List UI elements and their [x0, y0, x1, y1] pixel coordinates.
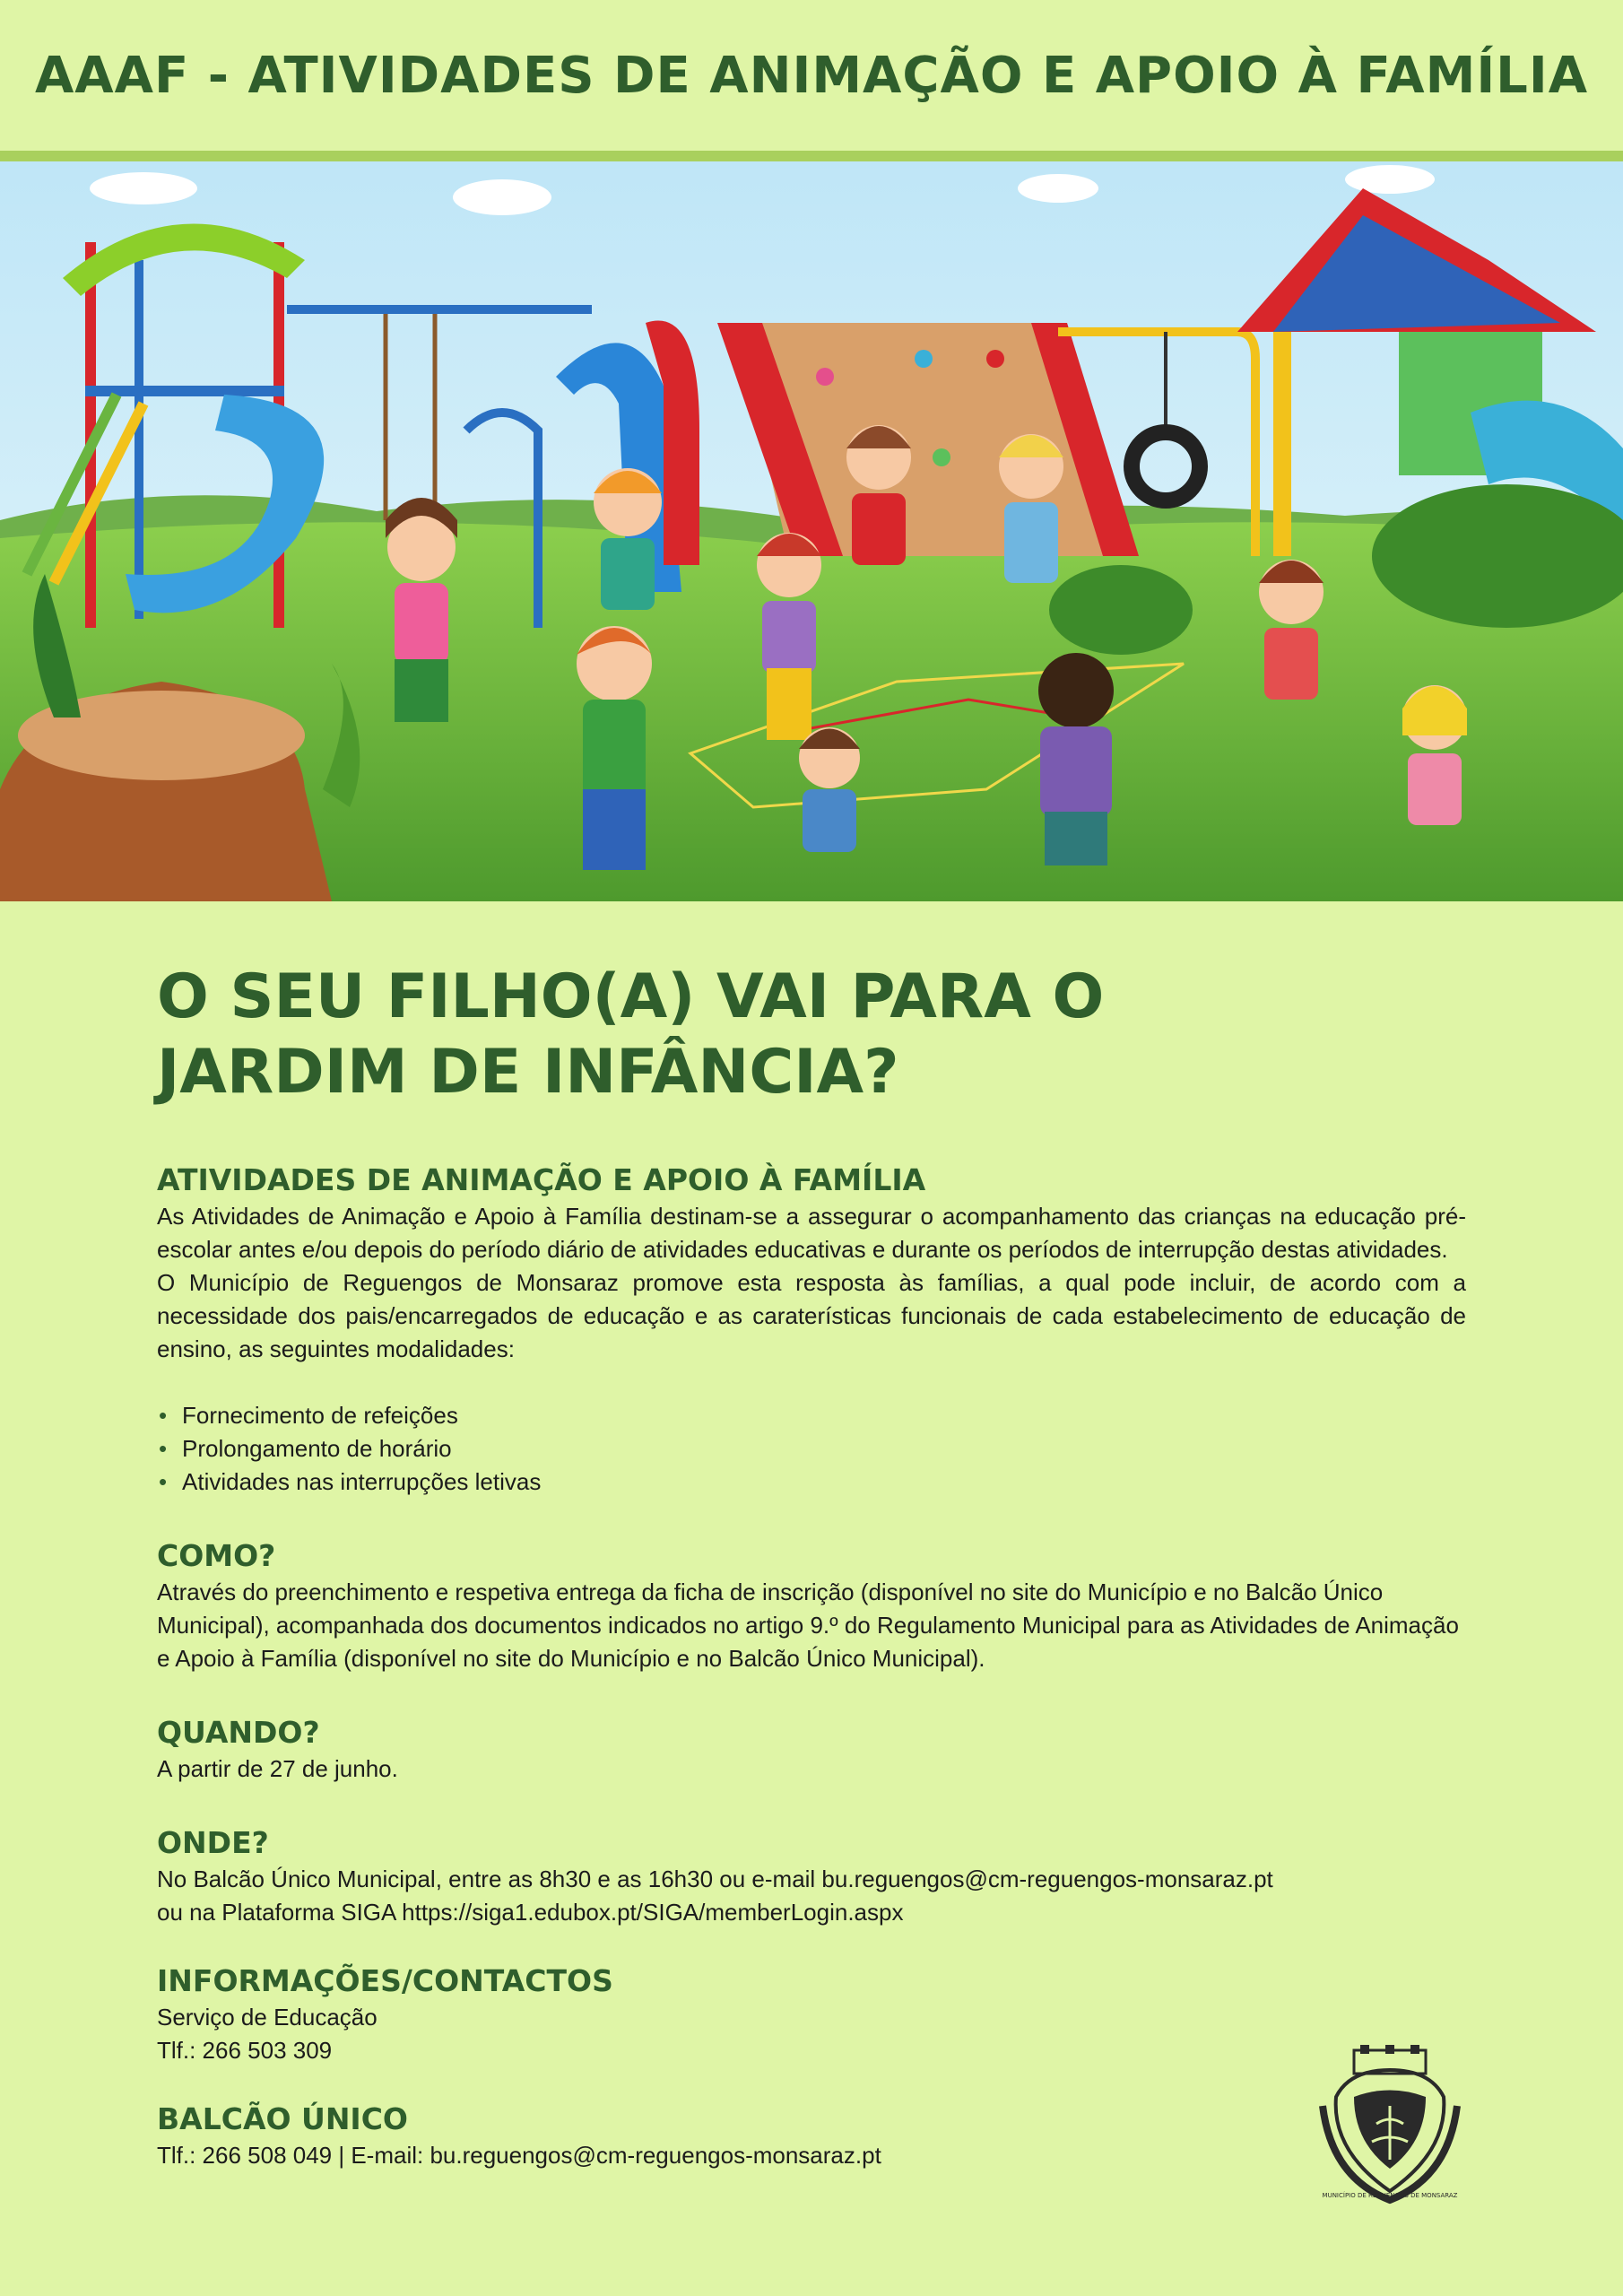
modalities-list	[157, 1399, 1466, 1499]
balcao-section	[157, 2100, 1466, 2172]
onde-line-2: ou na Plataforma SIGA https://siga1.edubox.pt/SIGA/memberLogin.aspx	[157, 1899, 904, 1926]
contactos-section	[157, 1961, 1466, 2067]
playground-children-illustration	[0, 161, 1623, 901]
aaaf-paragraph-1: As Atividades de Animação e Apoio à Família destinam-se a assegurar o acompanhamento das crianças na educação pré-escolar antes e/ou depois do período diário de atividades educativas e durante os períodos de interrupção destas atividades.	[157, 1203, 1466, 1263]
onde-line-1: No Balcão Único Municipal, entre as 8h30 e as 16h30 ou e-mail bu.reguengos@cm-reguengos-monsaraz.pt	[157, 1866, 1273, 1892]
list-item: • Atividades nas interrupções letivas	[182, 1465, 1466, 1499]
municipal-seal-icon	[1314, 2043, 1466, 2205]
header-title: AAAF - ATIVIDADES DE ANIMAÇÃO E APOIO À FAMÍLIA	[34, 46, 1589, 105]
seal-text: MUNICÍPIO DE REGUENGOS DE MONSARAZ	[1322, 2192, 1458, 2199]
aaaf-paragraph-2: O Município de Reguengos de Monsaraz promove esta resposta às famílias, a qual pode incluir, de acordo com a necessidade dos pais/encarregados de educação e as caraterísticas funcionais de cada estabelecimento de educação de ensino, as seguintes modalidades:	[157, 1269, 1466, 1362]
contactos-phone: Tlf.: 266 503 309	[157, 2037, 333, 2064]
page-title	[157, 960, 1466, 1110]
page-title-line-1: O SEU FILHO(A) VAI PARA O	[157, 961, 1105, 1032]
balcao-contact: Tlf.: 266 508 049 | E-mail: bu.reguengos@cm-reguengos-monsaraz.pt	[157, 2142, 881, 2169]
page-title-line-2: JARDIM DE INFÂNCIA?	[157, 1037, 899, 1108]
list-item: • Prolongamento de horário	[182, 1432, 1466, 1465]
balcao-heading: BALCÃO ÚNICO	[157, 2101, 408, 2136]
aaaf-section	[157, 1161, 1466, 1499]
quando-text: A partir de 27 de junho.	[157, 1755, 398, 1782]
quando-heading: QUANDO?	[157, 1715, 320, 1750]
aaaf-heading: ATIVIDADES DE ANIMAÇÃO E APOIO À FAMÍLIA	[157, 1162, 926, 1197]
como-section	[157, 1536, 1466, 1675]
page-header	[0, 0, 1623, 151]
como-heading: COMO?	[157, 1538, 276, 1573]
header-divider	[0, 151, 1623, 161]
contactos-heading: INFORMAÇÕES/CONTACTOS	[157, 1963, 613, 1998]
onde-section	[157, 1823, 1466, 1929]
contactos-service: Serviço de Educação	[157, 2004, 378, 2031]
main-content	[157, 960, 1466, 2172]
quando-section	[157, 1713, 1466, 1786]
list-item: • Fornecimento de refeições	[182, 1399, 1466, 1432]
como-text: Através do preenchimento e respetiva entrega da ficha de inscrição (disponível no site do Município e no Balcão Único Municipal), acompanhada dos documentos indicados no artigo 9.º do Regulamento Municipal para as Atividades de Animação e Apoio à Família (disponível no site do Município e no Balcão Único Municipal).	[157, 1578, 1459, 1672]
onde-heading: ONDE?	[157, 1825, 269, 1860]
